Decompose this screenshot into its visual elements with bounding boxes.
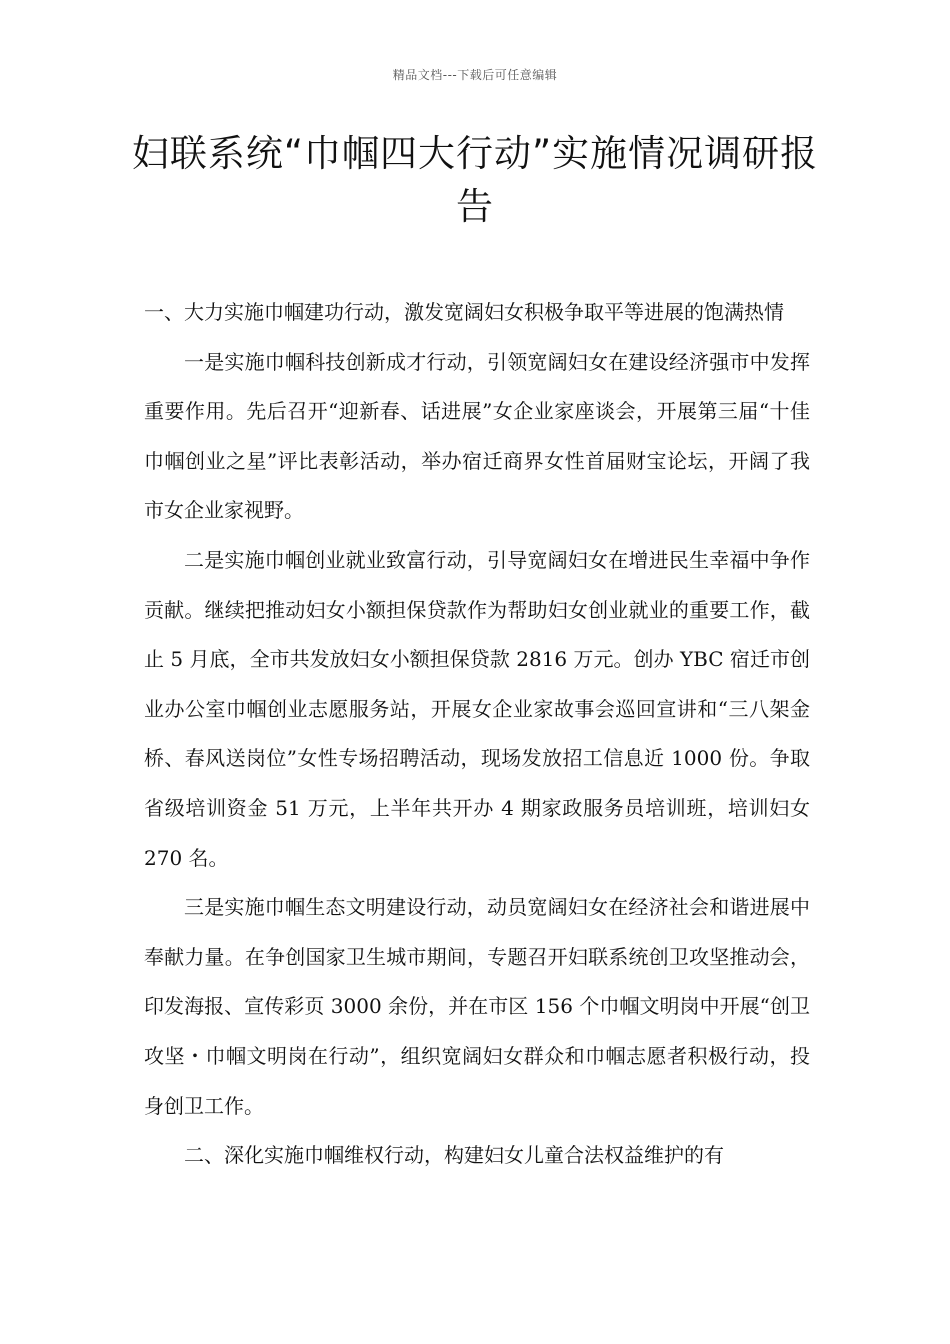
document-body [144, 288, 810, 1181]
page-header: 精品文档---下载后可任意编辑 [392, 68, 558, 82]
section-heading-2: 二、深化实施巾帼维权行动，构建妇女儿童合法权益维护的有 [184, 1143, 724, 1168]
document-title: 妇联系统“巾帼四大行动”实施情况调研报告 [131, 132, 819, 228]
paragraph-1: 一是实施巾帼科技创新成才行动，引领宽阔妇女在建设经济强市中发挥重要作用。先后召开“迎新春、话进展”女企业家座谈会，开展第三届“十佳巾帼创业之星”评比表彰活动，举办宿迁商界女性首届财宝论坛，开阔了我市女企业家视野。 [144, 349, 810, 523]
paragraph-2: 二是实施巾帼创业就业致富行动，引导宽阔妇女在增进民生幸福中争作贡献。继续把推动妇女小额担保贷款作为帮助妇女创业就业的重要工作，截止 5 月底，全市共发放妇女小额担保贷款 2816 万元。创办 YBC 宿迁市创业办公室巾帼创业志愿服务站，开展女企业家故事会巡回宣讲和“三八架金桥、春风送岗位”女性专场招聘活动，现场发放招工信息近 1000 份。争取省级培训资金 51 万元，上半年共开办 4 期家政服务员培训班，培训妇女 270 名。 [144, 547, 810, 870]
paragraph-3: 三是实施巾帼生态文明建设行动，动员宽阔妇女在经济社会和谐进展中奉献力量。在争创国家卫生城市期间，专题召开妇联系统创卫攻坚推动会，印发海报、宣传彩页 3000 余份，并在市区 156 个巾帼文明岗中开展“创卫攻坚・巾帼文明岗在行动”，组织宽阔妇女群众和巾帼志愿者积极行动，投身创卫工作。 [144, 895, 810, 1118]
section-heading-1: 一、大力实施巾帼建功行动，激发宽阔妇女积极争取平等进展的饱满热情 [144, 300, 784, 324]
